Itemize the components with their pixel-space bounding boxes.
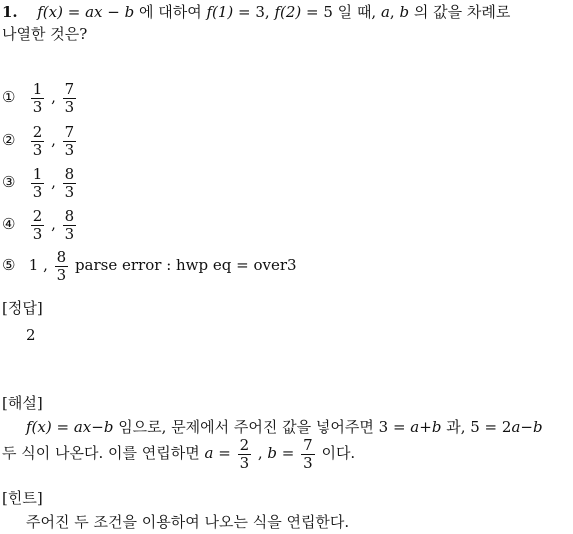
option-marker: ③ bbox=[2, 173, 16, 191]
explanation-text: 이다. bbox=[316, 444, 356, 462]
fraction: $\frac{7}{3}$ bbox=[64, 122, 75, 159]
math-a: a bbox=[380, 3, 390, 21]
option-value: 1 bbox=[28, 256, 39, 274]
hint-text: 주어진 두 조건을 이용하여 나오는 식을 연립한다. bbox=[26, 513, 350, 531]
math-fx: f(x) bbox=[26, 418, 52, 436]
math-minus: − bbox=[520, 418, 533, 436]
explanation-text: 두 식이 나온다. 이를 연립하면 bbox=[2, 444, 205, 462]
math-a: a bbox=[410, 418, 420, 436]
fraction: $\frac{8}{3}$ bbox=[64, 206, 75, 243]
math-b: b bbox=[103, 418, 114, 436]
explanation-heading: [해설] bbox=[2, 394, 43, 412]
parse-error-text: parse error : hwp eq = over3 bbox=[70, 256, 297, 274]
option-4[interactable] bbox=[2, 206, 78, 243]
math-b2: b bbox=[399, 3, 410, 21]
question-text-end: 의 값을 차례로 bbox=[409, 3, 511, 21]
separator: , bbox=[46, 131, 61, 149]
math-minus: − bbox=[102, 3, 125, 21]
option-marker: ① bbox=[2, 88, 16, 106]
option-2[interactable] bbox=[2, 122, 78, 159]
separator: , bbox=[253, 444, 268, 462]
explanation-line-2 bbox=[2, 435, 355, 472]
question-number: 1. bbox=[2, 3, 18, 21]
separator: , bbox=[46, 173, 61, 191]
math-minus: − bbox=[91, 418, 104, 436]
math-b: b bbox=[532, 418, 543, 436]
math-3: 3 = bbox=[378, 418, 411, 436]
math-b: b bbox=[431, 418, 442, 436]
fraction: $\frac{7}{3}$ bbox=[303, 435, 313, 472]
explanation-text: 과, bbox=[441, 418, 471, 436]
math-eq: = bbox=[213, 444, 236, 462]
math-ax: ax bbox=[73, 418, 92, 436]
math-eq: = bbox=[62, 3, 86, 21]
math-a: a bbox=[204, 444, 214, 462]
explanation-line-1 bbox=[26, 417, 543, 437]
option-marker: ⑤ bbox=[2, 256, 16, 274]
fraction: $\frac{2}{3}$ bbox=[32, 206, 43, 243]
math-eq: = bbox=[51, 418, 74, 436]
fraction: $\frac{1}{3}$ bbox=[32, 79, 43, 116]
math-a: a bbox=[511, 418, 521, 436]
math-plus: + bbox=[419, 418, 432, 436]
math-5: 5 = 2 bbox=[470, 418, 512, 436]
math-f1: f(1) bbox=[206, 3, 234, 21]
option-3[interactable] bbox=[2, 164, 78, 201]
math-b: b bbox=[267, 444, 278, 462]
option-marker: ④ bbox=[2, 215, 16, 233]
question-text: 에 대하여 bbox=[134, 3, 207, 21]
math-eq5: = 5 일 때, bbox=[301, 3, 381, 21]
fraction: $\frac{8}{3}$ bbox=[64, 164, 75, 201]
math-ax: ax bbox=[85, 3, 103, 21]
answer-value: 2 bbox=[26, 326, 36, 344]
separator: , bbox=[38, 256, 53, 274]
answer-heading: [정답] bbox=[2, 299, 43, 317]
separator: , bbox=[46, 88, 61, 106]
math-eq3: = 3, bbox=[233, 3, 275, 21]
fraction: $\frac{2}{3}$ bbox=[32, 122, 43, 159]
fraction: $\frac{8}{3}$ bbox=[56, 247, 67, 284]
option-marker: ② bbox=[2, 131, 16, 149]
math-f2: f(2) bbox=[274, 3, 302, 21]
hint-heading: [힌트] bbox=[2, 489, 43, 507]
option-5[interactable] bbox=[2, 247, 297, 284]
math-b: b bbox=[124, 3, 135, 21]
separator: , bbox=[46, 215, 61, 233]
fraction: $\frac{7}{3}$ bbox=[64, 79, 75, 116]
math-fx: f(x) bbox=[37, 3, 63, 21]
fraction: $\frac{1}{3}$ bbox=[32, 164, 43, 201]
math-eq: = bbox=[277, 444, 300, 462]
question-line-1 bbox=[2, 2, 510, 22]
fraction: $\frac{2}{3}$ bbox=[239, 435, 250, 472]
option-1[interactable] bbox=[2, 79, 78, 116]
explanation-text: 임으로, 문제에서 주어진 값을 넣어주면 bbox=[113, 418, 379, 436]
comma: , bbox=[389, 3, 400, 21]
question-line-2: 나열한 것은? bbox=[2, 25, 88, 43]
